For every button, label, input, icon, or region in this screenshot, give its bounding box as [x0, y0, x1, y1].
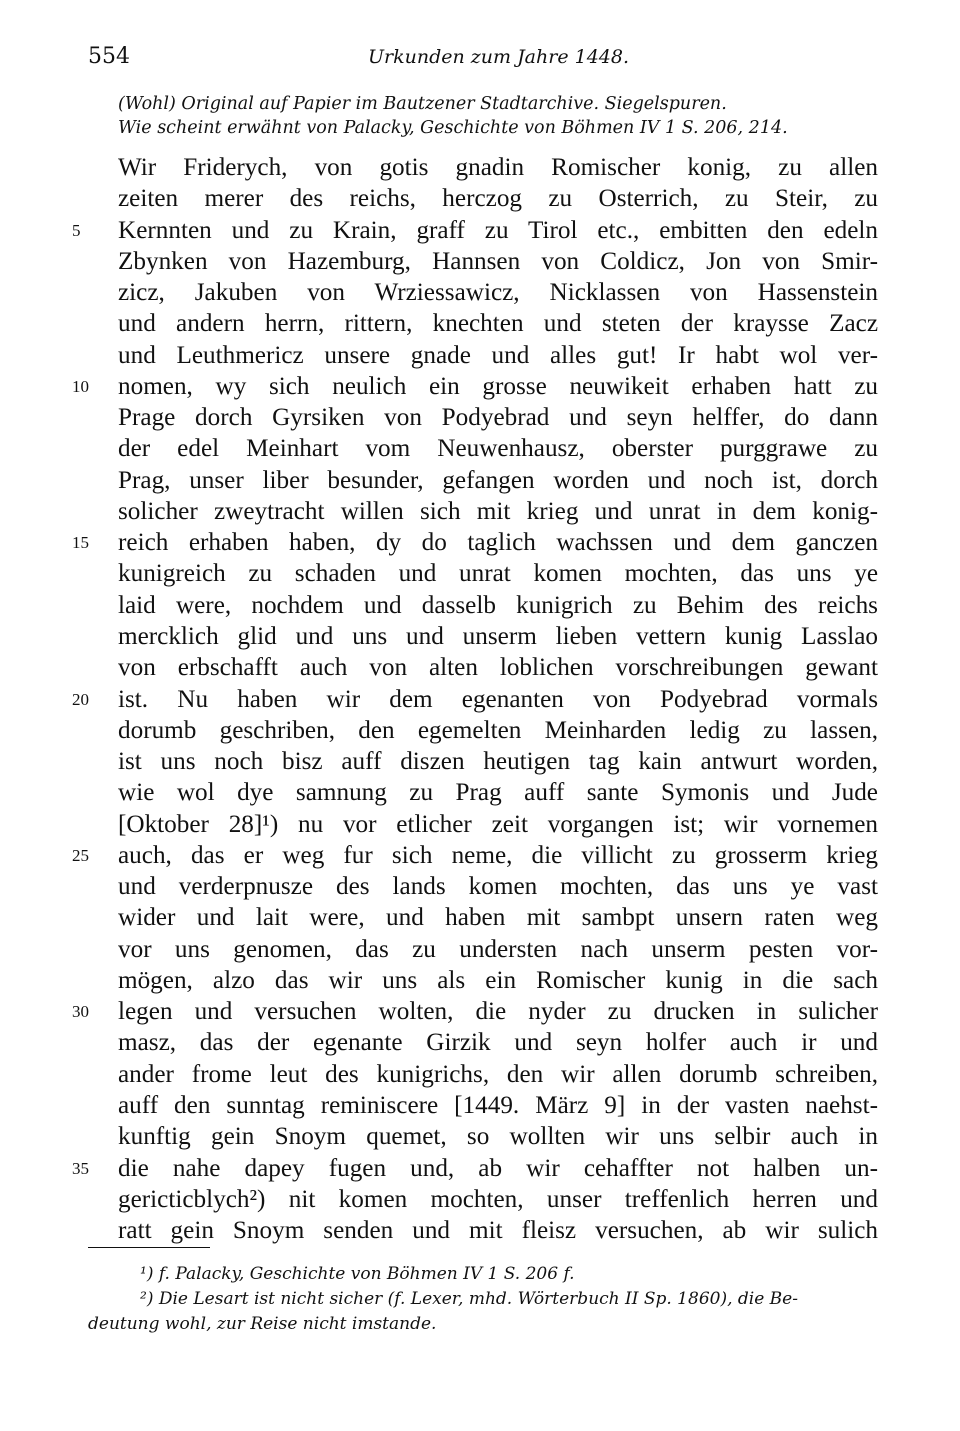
footnote-1: ¹) f. Palacky, Geschichte von Böhmen IV 1 S. 206 f.	[140, 1264, 575, 1284]
body-line-text: mögen, alzo das wir uns als ein Romischer kunig in die sach	[118, 966, 878, 994]
body-line-text: und verderpnusze des lands komen mochten, das uns ye vast	[118, 873, 878, 901]
body-line-text: legen und versuchen wolten, die nyder zu drucken in sulicher	[118, 998, 878, 1026]
body-line	[118, 496, 878, 527]
body-line	[118, 1121, 878, 1152]
body-line-text: Kernnten und zu Krain, graff zu Tirol etc., embitten den edeln	[118, 216, 878, 244]
body-line	[72, 684, 878, 715]
footnote-2-continuation: deutung wohl, zur Reise nicht imstande.	[88, 1314, 437, 1334]
body-line	[118, 1184, 878, 1215]
body-line	[72, 1153, 878, 1184]
body-line	[118, 652, 878, 683]
body-line-text: der edel Meinhart vom Neuwenhausz, oberster purggrawe zu	[118, 435, 878, 463]
body-line-text: Prage dorch Gyrsiken von Podyebrad und seyn helffer, do dann	[118, 404, 878, 432]
line-number: 5	[72, 220, 81, 240]
line-number: 20	[72, 689, 89, 709]
body-line	[118, 433, 878, 464]
body-line	[118, 809, 878, 840]
line-number: 10	[72, 376, 89, 396]
body-line-text: Wir Friderych, von gotis gnadin Romischer konig, zu allen	[118, 154, 878, 181]
body-line-text: dorumb geschriben, den egemelten Meinharden ledig zu lassen,	[118, 716, 878, 744]
body-line	[118, 1027, 878, 1058]
body-line-text: ist uns noch bisz auff diszen heutigen tag kain antwurt worden,	[118, 748, 878, 776]
source-note-line: (Wohl) Original auf Papier im Bautzener Stadtarchive. Siegelspuren.	[118, 94, 727, 114]
body-line	[118, 402, 878, 433]
body-line	[118, 965, 878, 996]
body-line	[118, 621, 878, 652]
body-line	[118, 277, 878, 308]
body-line	[118, 902, 878, 933]
body-line	[118, 1215, 878, 1246]
footnote-rule	[88, 1247, 210, 1248]
body-line	[72, 996, 878, 1027]
body-line-text: und andern herrn, rittern, knechten und steten der kraysse Zacz	[118, 310, 878, 338]
body-line-text: ander frome leut des kunigrichs, den wir allen dorumb schreiben,	[118, 1060, 878, 1088]
document-body	[72, 152, 878, 1246]
body-line	[118, 746, 878, 777]
body-line	[118, 558, 878, 589]
body-line	[72, 215, 878, 246]
body-line-text: ist. Nu haben wir dem egenanten von Podyebrad vormals	[118, 685, 878, 713]
body-line-text: wie wol dye samnung zu Prag auff sante Symonis und Jude	[118, 779, 878, 807]
body-line	[72, 527, 878, 558]
body-line-text: vor uns genomen, das zu understen nach unserm pesten vor-	[118, 935, 878, 963]
body-line	[118, 152, 878, 183]
body-line-text: kunigreich zu schaden und unrat komen mochten, das uns ye	[118, 560, 878, 588]
body-line	[118, 308, 878, 339]
body-line-text: von erbschafft auch von alten loblichen vorschreibungen gewant	[118, 654, 878, 682]
body-line	[118, 465, 878, 496]
body-line	[118, 871, 878, 902]
body-line-text: laid were, nochdem und dasselb kunigrich zu Behim des reichs	[118, 591, 878, 619]
body-line	[118, 340, 878, 371]
body-line	[118, 590, 878, 621]
body-line	[118, 183, 878, 214]
body-line-text: masz, das der egenante Girzik und seyn holfer auch ir und	[118, 1029, 878, 1057]
body-line-text: zicz, Jakuben von Wrziessawicz, Nicklassen von Hassenstein	[118, 279, 878, 307]
body-line-text: auch, das er weg fur sich neme, die villicht zu grosserm krieg	[118, 841, 878, 869]
page-header	[88, 44, 878, 78]
body-line-text: kunftig gein Snoym quemet, so wollten wir uns selbir auch in	[118, 1123, 878, 1151]
body-line-text: gericticblych²) nit komen mochten, unser treffenlich herren und	[118, 1185, 878, 1213]
footnote-2: ²) Die Lesart ist nicht sicher (f. Lexer, mhd. Wörterbuch II Sp. 1860), die Be-	[140, 1289, 798, 1309]
body-line-text: Prag, unser liber besunder, gefangen worden und noch ist, dorch	[118, 466, 878, 494]
body-line-text: und Leuthmericz unsere gnade und alles gut! Ir habt wol ver-	[118, 341, 878, 369]
body-line-text: Zbynken von Hazemburg, Hannsen von Coldicz, Jon von Smir-	[118, 247, 878, 275]
body-line	[72, 840, 878, 871]
line-number: 30	[72, 1002, 89, 1022]
body-line	[118, 715, 878, 746]
page-number: 554	[88, 44, 130, 69]
body-line	[118, 934, 878, 965]
body-line-text: ratt gein Snoym senden und mit fleisz versuchen, ab wir sulich	[118, 1217, 878, 1245]
body-line	[118, 1059, 878, 1090]
line-number: 35	[72, 1158, 89, 1178]
line-number: 25	[72, 845, 89, 865]
body-line-text: reich erhaben haben, dy do taglich wachssen und dem ganczen	[118, 529, 878, 557]
source-note	[118, 92, 878, 140]
body-line-text: die nahe dapey fugen und, ab wir cehaffter not halben un-	[118, 1154, 878, 1182]
body-line	[118, 246, 878, 277]
line-number: 15	[72, 533, 89, 553]
body-line-text: nomen, wy sich neulich ein grosse neuwikeit erhaben hatt zu	[118, 372, 878, 400]
body-line-text: solicher zweytracht willen sich mit krieg und unrat in dem konig-	[118, 497, 878, 525]
body-line-text: [Oktober 28]¹) nu vor etlicher zeit vorgangen ist; wir vornemen	[118, 810, 878, 838]
footnotes	[88, 1262, 878, 1337]
body-line-text: mercklich glid und uns und unserm lieben vettern kunig Lasslao	[118, 622, 878, 650]
body-line-text: wider und lait were, und haben mit sambpt unsern raten weg	[118, 904, 878, 932]
body-line	[72, 371, 878, 402]
body-line	[118, 1090, 878, 1121]
body-line	[118, 777, 878, 808]
body-line-text: auff den sunntag reminiscere [1449. März 9] in der vasten naehst-	[118, 1091, 878, 1119]
body-line-text: zeiten merer des reichs, herczog zu Osterrich, zu Steir, zu	[118, 185, 878, 213]
source-note-line: Wie scheint erwähnt von Palacky, Geschichte von Böhmen IV 1 S. 206, 214.	[118, 118, 788, 138]
running-title: Urkunden zum Jahre 1448.	[368, 46, 630, 68]
